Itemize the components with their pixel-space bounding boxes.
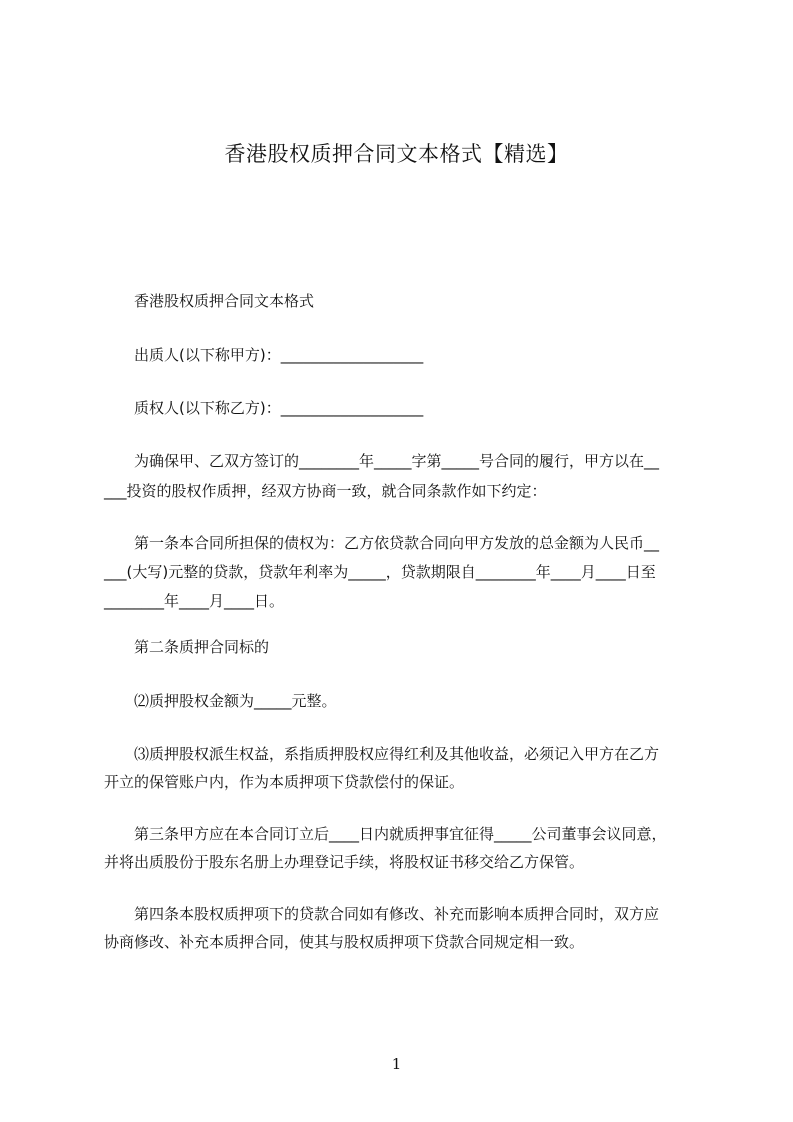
intro-paragraph-line-1: 为确保甲、乙双方签订的________年_____字第_____号合同的履行，甲方以在__ [104,452,660,470]
article-3-line-2: 并将出质股份于股东名册上办理登记手续，将股权证书移交给乙方保管。 [104,853,585,871]
article-4-line-1: 第四条本股权质押项下的贷款合同如有修改、补充而影响本质押合同时，双方应 [104,905,660,923]
subtitle-line: 香港股权质押合同文本格式 [104,292,315,310]
article-1-line-2: ___(大写)元整的贷款，贷款年利率为_____，贷款期限自________年____月____日至 [104,563,656,581]
article-2-item-2: ⑵质押股权金额为_____元整。 [104,692,337,710]
page-number: 1 [391,1055,402,1073]
article-2-item-3-line-2: 开立的保管账户内，作为本质押项下贷款偿付的保证。 [104,773,465,791]
article-2-item-3-line-1: ⑶质押股权派生权益，系指质押股权应得红利及其他收益，必须记入甲方在乙方 [104,745,660,763]
intro-paragraph-line-2: ___投资的股权作质押，经双方协商一致，就合同条款作如下约定： [104,482,547,500]
article-1-line-1: 第一条本合同所担保的债权为：乙方依贷款合同向甲方发放的总金额为人民币__ [104,534,660,552]
article-3-line-1: 第三条甲方应在本合同订立后____日内就质押事宜征得_____公司董事会议同意， [104,825,667,843]
pledgee-line: 质权人(以下称乙方)：___________________ [104,399,424,417]
pledgor-line: 出质人(以下称甲方)：___________________ [104,346,424,364]
article-4-line-2: 协商修改、补充本质押合同，使其与股权质押项下贷款合同规定相一致。 [104,933,585,951]
article-1-line-3: ________年____月____日。 [104,592,285,610]
article-2-heading: 第二条质押合同标的 [104,638,270,656]
document-title: 香港股权质押合同文本格式【精选】 [224,142,569,166]
